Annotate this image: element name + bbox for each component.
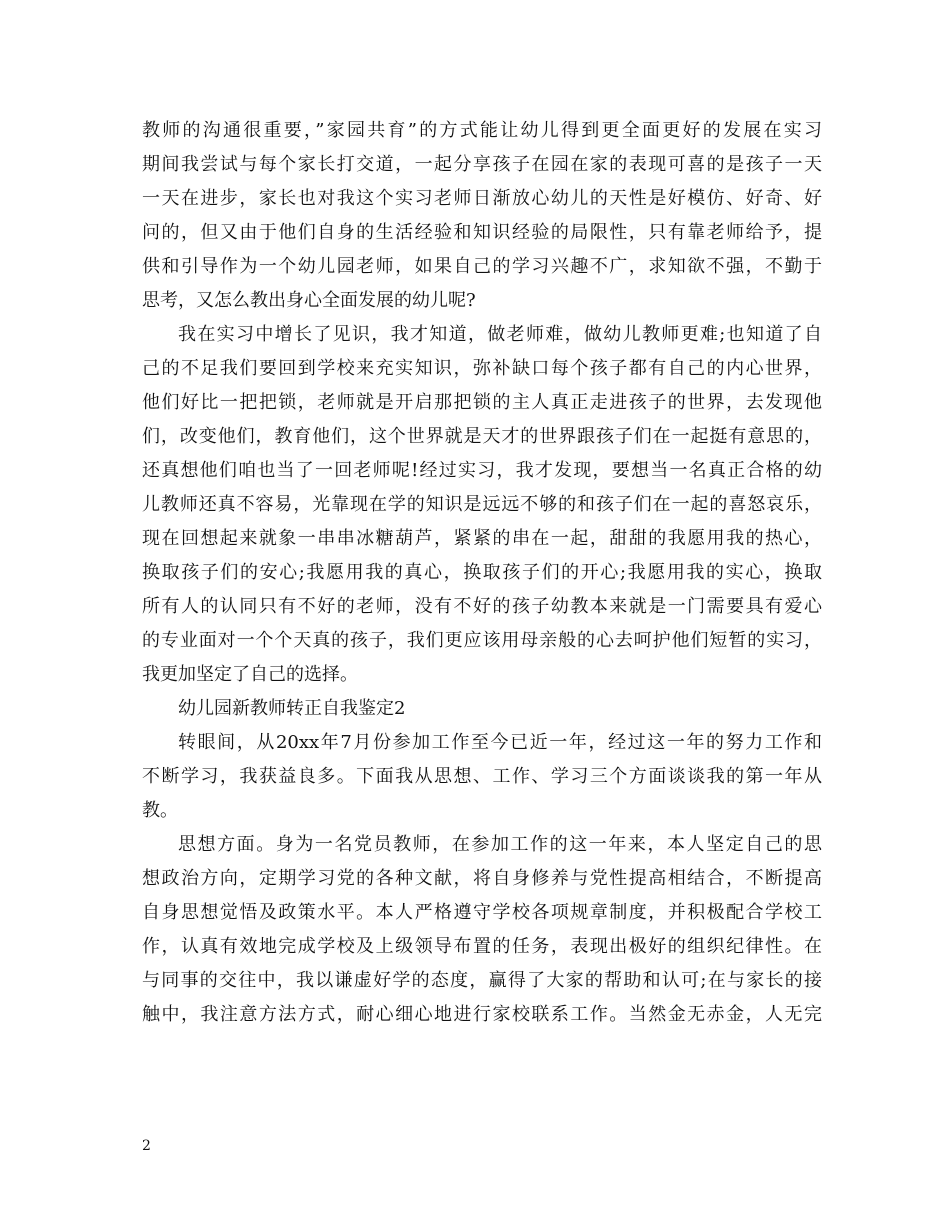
- paragraph-1: [142, 114, 822, 318]
- paragraph-line: 想政治方向，定期学习党的各种文献，将自身修养与党性提高相结合，不断提高: [142, 868, 822, 889]
- paragraph-line: 与同事的交往中，我以谦虚好学的态度，赢得了大家的帮助和认可;在与家长的接: [142, 970, 822, 991]
- paragraph-line: 问的，但又由于他们自身的生活经验和知识经验的局限性，只有靠老师给予，提: [142, 222, 822, 243]
- paragraph-line: 己的不足我们要回到学校来充实知识，弥补缺口每个孩子都有自己的内心世界，: [142, 358, 822, 379]
- paragraph-line: 我更加坚定了自己的选择。: [142, 664, 358, 685]
- paragraph-line: 换取孩子们的安心;我愿用我的真心，换取孩子们的开心;我愿用我的实心，换取: [142, 562, 822, 583]
- paragraph-line: 不断学习，我获益良多。下面我从思想、工作、学习三个方面谈谈我的第一年从: [142, 766, 822, 787]
- paragraph-line: 思考，又怎么教出身心全面发展的幼儿呢?: [142, 290, 476, 311]
- paragraph-5: [142, 828, 822, 1032]
- paragraph-line: 我在实习中增长了见识，我才知道，做老师难，做幼儿教师更难;也知道了自: [178, 324, 822, 345]
- paragraph-line: 供和引导作为一个幼儿园老师，如果自己的学习兴趣不广，求知欲不强，不勤于: [142, 256, 822, 277]
- paragraph-line: 教。: [142, 800, 178, 821]
- paragraph-line: 现在回想起来就象一串串冰糖葫芦，紧紧的串在一起，甜甜的我愿用我的热心，: [142, 528, 822, 549]
- paragraph-line: 思想方面。身为一名党员教师，在参加工作的这一年来，本人坚定自己的思: [178, 834, 822, 855]
- section-heading: [142, 692, 822, 726]
- page-number: 2: [142, 1138, 151, 1154]
- paragraph-2: [142, 318, 822, 692]
- paragraph-line: 们，改变他们，教育他们，这个世界就是天才的世界跟孩子们在一起挺有意思的，: [142, 426, 822, 447]
- paragraph-line: 触中，我注意方法方式，耐心细心地进行家校联系工作。当然金无赤金，人无完: [142, 1004, 822, 1025]
- paragraph-line: 的专业面对一个个天真的孩子，我们更应该用母亲般的心去呵护他们短暂的实习，: [142, 630, 822, 651]
- document-body: [142, 114, 822, 1032]
- paragraph-line: 一天在进步，家长也对我这个实习老师日渐放心幼儿的天性是好模仿、好奇、好: [142, 188, 822, 209]
- paragraph-line: 自身思想觉悟及政策水平。本人严格遵守学校各项规章制度，并积极配合学校工: [142, 902, 822, 923]
- section-heading-text: 幼儿园新教师转正自我鉴定2: [178, 698, 406, 719]
- paragraph-line: 儿教师还真不容易，光靠现在学的知识是远远不够的和孩子们在一起的喜怒哀乐，: [142, 494, 822, 515]
- paragraph-4: [142, 726, 822, 828]
- paragraph-line: 作，认真有效地完成学校及上级领导布置的任务，表现出极好的组织纪律性。在: [142, 936, 822, 957]
- paragraph-line: 他们好比一把把锁，老师就是开启那把锁的主人真正走进孩子的世界，去发现他: [142, 392, 822, 413]
- paragraph-line: 教师的沟通很重要，”家园共育”的方式能让幼儿得到更全面更好的发展在实习: [142, 120, 822, 141]
- paragraph-line: 还真想他们咱也当了一回老师呢!经过实习，我才发现，要想当一名真正合格的幼: [142, 460, 822, 481]
- paragraph-line: 期间我尝试与每个家长打交道，一起分享孩子在园在家的表现可喜的是孩子一天: [142, 154, 822, 175]
- paragraph-line: 转眼间，从20xx年7月份参加工作至今已近一年，经过这一年的努力工作和: [178, 732, 822, 753]
- paragraph-line: 所有人的认同只有不好的老师，没有不好的孩子幼教本来就是一门需要具有爱心: [142, 596, 822, 617]
